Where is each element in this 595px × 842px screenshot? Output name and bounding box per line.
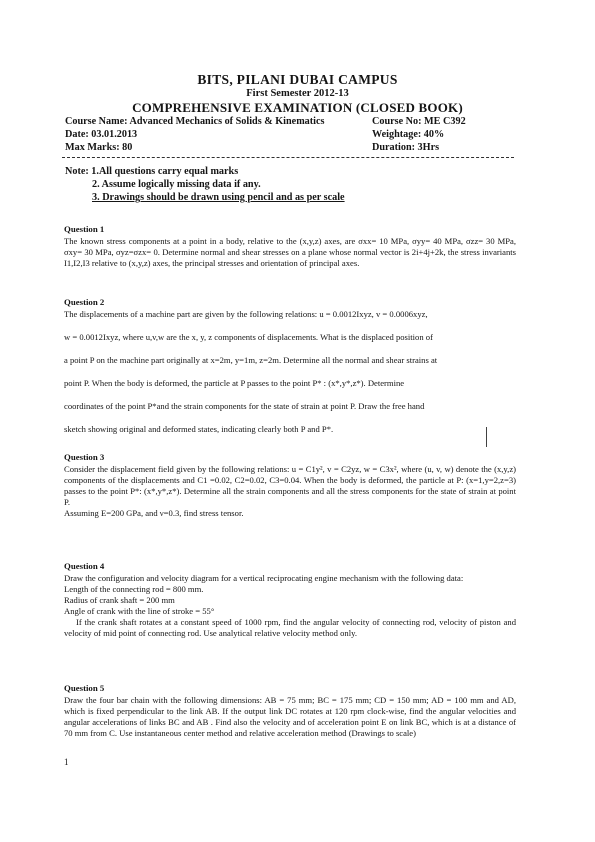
- question-4-crank-radius: Radius of crank shaft = 200 mm: [64, 595, 175, 605]
- weightage: Weightage: 40%: [372, 129, 445, 140]
- question-5-title: Question 5: [64, 683, 105, 693]
- question-4-task: If the crank shaft rotates at a constant speed of 1000 rpm, find the angular velocity of connecting rod, velocity of piston and velocity of mid point of connecting rod. Use analytical relative velocity method only.: [64, 617, 516, 638]
- question-2-line-5: coordinates of the point P*and the strain components for the state of strain at point P. Draw the free hand: [64, 401, 425, 411]
- question-2-line-6: sketch showing original and deformed states, indicating clearly both P and P*.: [64, 424, 334, 434]
- max-marks: Max Marks: 80: [65, 142, 133, 153]
- question-3-title: Question 3: [64, 452, 105, 462]
- duration: Duration: 3Hrs: [372, 142, 440, 153]
- question-3-assumption: Assuming E=200 GPa, and ν=0.3, find stress tensor.: [64, 508, 244, 518]
- question-1-text: The known stress components at a point in a body, relative to the (x,y,z) axes, are σxx= 10 MPa, σyy= 40 MPa, σzz= 30 MPa, σxy= 30 MPa, σyz=σzx= 0. Determine normal and shear stresses on a plane whose normal vector is 2i+4j+2k, the stress invariants I1,I2,I3 relative to (x,y,z) axes, the principal stresses and orientation of principal axes.: [64, 236, 516, 268]
- question-2-line-4: point P. When the body is deformed, the particle at P passes to the point P* : (x*,y*,z*). Determine: [64, 378, 405, 388]
- course-number: Course No: ME C392: [372, 116, 466, 127]
- note-1: Note: 1.All questions carry equal marks: [65, 166, 239, 177]
- question-4-title: Question 4: [64, 561, 105, 571]
- question-1: [64, 224, 516, 269]
- semester-label: First Semester 2012-13: [246, 88, 349, 99]
- question-2-line-3: a point P on the machine part originally at x=2m, y=1m, z=2m. Determine all the normal and shear strains at: [64, 355, 438, 365]
- campus-heading: BITS, PILANI DUBAI CAMPUS: [197, 72, 398, 87]
- question-2-line-1: The displacements of a machine part are given by the following relations: u = 0.0012Ixyz, v = 0.0006xyz,: [64, 309, 428, 319]
- note-3: [65, 192, 345, 205]
- question-4-intro: Draw the configuration and velocity diagram for a vertical reciprocating engine mechanism with the following data:: [64, 573, 464, 583]
- question-5-text: Draw the four bar chain with the following dimensions: AB = 75 mm; BC = 175 mm; CD = 150 mm; AD = 100 mm and AD, which is fixed perpendicular to the link AB. If the output link DC rotates at 120 rpm clock-wise, find the angular velocities and angular accelerations of links BC and AB . Find also the velocity and of acceleration point E on link BC, which is at a distance of 70 mm from C. Use instantaneous center method and relative acceleration method (Drawings to scale): [64, 695, 516, 738]
- question-1-title: Question 1: [64, 224, 105, 234]
- note-2: 2. Assume logically missing data if any.: [92, 179, 261, 190]
- course-name: Course Name: Advanced Mechanics of Solids & Kinematics: [65, 116, 325, 127]
- question-3: [64, 452, 516, 519]
- note-3-text: 3. Drawings should be drawn using pencil and as per scale: [92, 192, 345, 203]
- question-4-crank-angle: Angle of crank with the line of stroke = 55°: [64, 606, 215, 616]
- question-4-rod-length: Length of the connecting rod = 800 mm.: [64, 584, 204, 594]
- exam-title: COMPREHENSIVE EXAMINATION (CLOSED BOOK): [132, 100, 463, 115]
- question-2-title: Question 2: [64, 297, 105, 307]
- question-3-text: Consider the displacement field given by the following relations: u = C1y², v = C2yz, w = C3x², where (u, v, w) denote the (x,y,z) components of the displacements and C1 =0.02, C2=0.02, C3=0.04. When the body is deformed, the particle at P: (x=1,y=2,z=3) passes to the point P*: (x*,y*,z*). Determine all the strain components and all the stress components for the state of strain at point P.: [64, 464, 516, 507]
- instructions: [65, 166, 345, 205]
- question-4: [64, 561, 516, 639]
- page-number: 1: [64, 757, 69, 767]
- question-5: [64, 683, 516, 739]
- question-2-line-2: w = 0.0012Ixyz, where u,v,w are the x, y, z components of displacements. What is the displaced position of: [64, 332, 433, 342]
- pen-mark: [486, 427, 488, 447]
- header-divider: [62, 157, 514, 158]
- question-2: [64, 297, 516, 447]
- exam-date: Date: 03.01.2013: [65, 129, 138, 140]
